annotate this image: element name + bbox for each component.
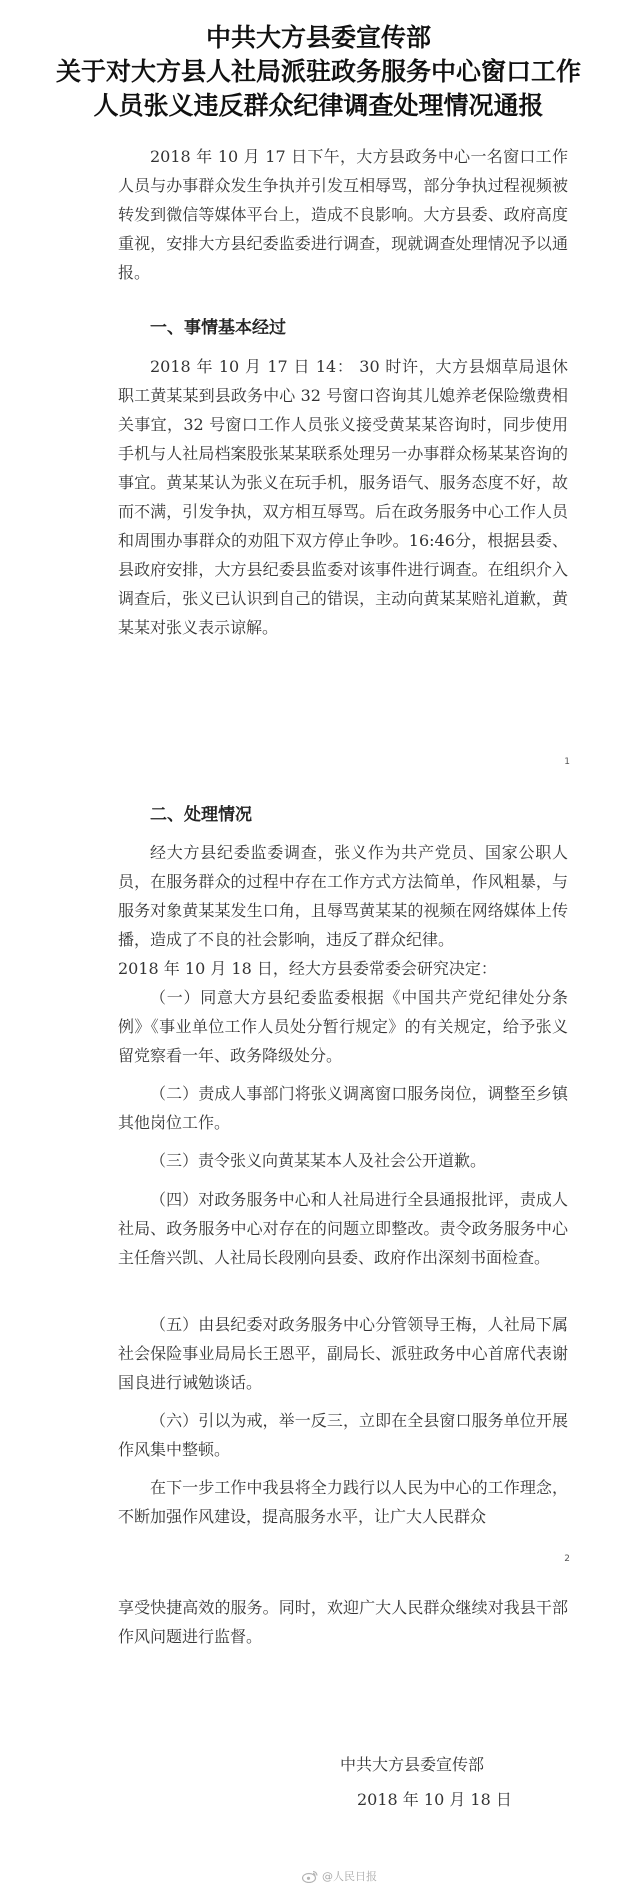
decision-item-4-text: （四）对政务服务中心和人社局进行全县通报批评，责成人社局、政务服务中心对存在的问题立即整改。责令政务服务中心主任詹兴凯、人社局长段刚向县委、政府作出深刻书面检查。 [118,1190,568,1267]
decision-item-6 [118,1406,568,1464]
signature-date: 2018 年 10 月 18 日 [357,1790,512,1809]
decision-item-3-text: （三）责令张义向黄某某本人及社会公开道歉。 [150,1151,487,1170]
decision-item-3 [118,1146,568,1175]
page-number-1: 1 [564,757,570,767]
decision-item-1-text: （一）同意大方县纪委监委根据《中国共产党纪律处分条例》《事业单位工作人员处分暂行规定》的有关规定，给予张义留党察看一年、政务降级处分。 [118,988,568,1065]
page-number-2: 2 [564,1554,570,1564]
closing-paragraph-part-2 [118,1593,568,1651]
decision-item-4 [118,1185,568,1272]
intro-text: 2018 年 10 月 17 日下午，大方县政务中心一名窗口工作人员与办事群众发生争执并引发互相辱骂，部分争执过程视频被转发到微信等媒体平台上，造成不良影响。大方县委、政府高度重视，安排大方县纪委监委进行调查，现就调查处理情况予以通报。 [118,147,568,282]
document-title-line-3: 人员张义违反群众纪律调查处理情况通报 [93,91,544,120]
decision-item-5-text: （五）由县纪委对政务服务中心分管领导王梅，人社局下属社会保险事业局局长王恩平，副局长、派驻政务中心首席代表谢国良进行诫勉谈话。 [118,1315,568,1392]
decision-item-5 [118,1310,568,1397]
section-1-paragraph [118,352,568,642]
closing-paragraph-part-1 [118,1473,568,1531]
closing-text-part-1: 在下一步工作中我县将全力践行以人民为中心的工作理念，不断加强作风建设，提高服务水平，让广大人民群众 [118,1478,568,1526]
weibo-watermark [302,1868,377,1884]
document-title-line-2: 关于对大方县人社局派驻政务服务中心窗口工作 [55,57,581,86]
watermark-text: @人民日报 [322,1870,377,1883]
decision-date-line [118,954,568,983]
decision-item-6-text: （六）引以为戒，举一反三，立即在全县窗口服务单位开展作风集中整顿。 [118,1411,568,1459]
intro-paragraph [118,142,568,287]
section-1-text: 2018 年 10 月 17 日 14： 30 时许，大方县烟草局退休职工黄某某到县政务中心 32 号窗口咨询其儿媳养老保险缴费相关事宜，32 号窗口工作人员张义接受黄某某咨询时，同步使用手机与人社局档案股张某某联系处理另一办事群众杨某某咨询的事宜。黄某某认为张义在玩手机，服务语气、服务态度不好，故而不满，引发争执，双方相互辱骂。后在政务服务中心工作人员和周围办事群众的劝阻下双方停止争吵。16:46分，根据县委、县政府安排，大方县纪委县监委对该事件进行调查。在组织介入调查后，张义已认识到自己的错误，主动向黄某某赔礼道歉，黄某某对张义表示谅解。 [118,357,568,637]
weibo-icon [302,1870,318,1883]
document-title-line-1: 中共大方县委宣传部 [205,23,431,52]
section-2-paragraph [118,838,568,954]
decision-item-1 [118,983,568,1070]
section-2-text: 经大方县纪委监委调查，张义作为共产党员、国家公职人员，在服务群众的过程中存在工作方式方法简单，作风粗暴，与服务对象黄某某发生口角，且辱骂黄某某的视频在网络媒体上传播，造成了不良的社会影响，违反了群众纪律。 [118,843,568,949]
section-2-heading: 二、处理情况 [150,805,252,825]
section-1-heading: 一、事情基本经过 [150,318,286,338]
decision-date-text: 2018 年 10 月 18 日，经大方县委常委会研究决定： [118,959,497,978]
decision-item-2-text: （二）责成人事部门将张义调离窗口服务岗位，调整至乡镇其他岗位工作。 [118,1084,568,1132]
decision-item-2 [118,1079,568,1137]
signature-organization: 中共大方县委宣传部 [340,1755,485,1774]
closing-text-part-2: 享受快捷高效的服务。同时，欢迎广大人民群众继续对我县干部作风问题进行监督。 [118,1598,568,1646]
